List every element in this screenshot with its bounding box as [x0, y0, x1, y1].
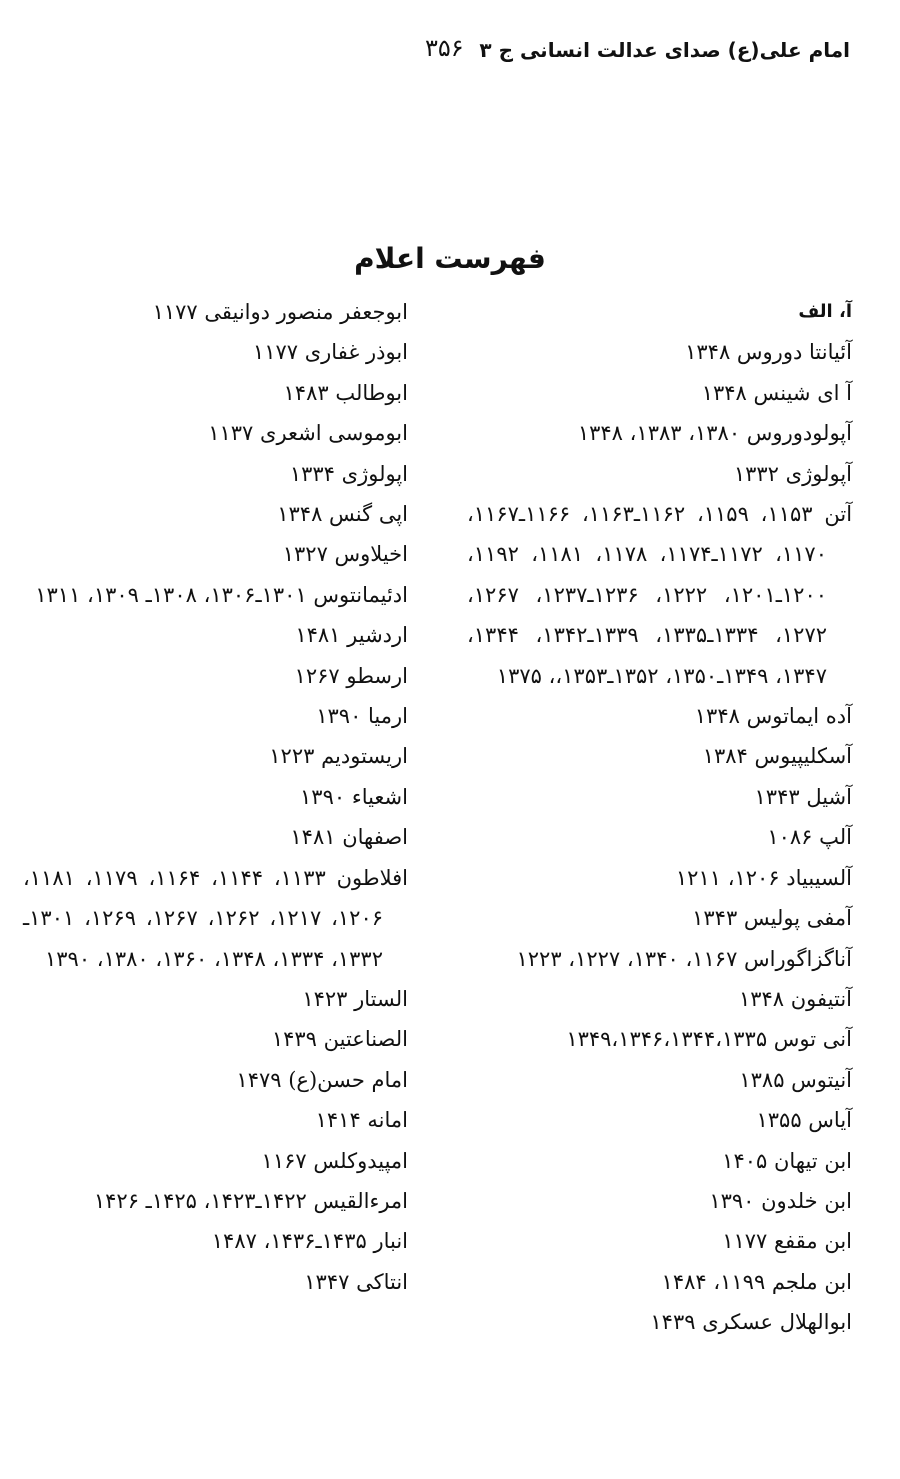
- index-entry: ابن مقفع ۱۱۷۷: [722, 1229, 852, 1254]
- letter-heading: آ، الف: [798, 301, 852, 322]
- index-entry: ادئیمانتوس ۱۳۰۱ـ۱۳۰۶، ۱۳۰۸ـ ۱۳۰۹، ۱۳۱۱: [35, 582, 408, 607]
- running-head-title: امام علی(ع) صدای عدالت انسانی ج ۳: [479, 38, 850, 62]
- index-entry: امام حسن(ع) ۱۴۷۹: [236, 1067, 408, 1092]
- index-entry: اپی گنس ۱۳۴۸: [277, 502, 408, 527]
- index-entry: اریستودیم ۱۲۲۳: [269, 744, 408, 769]
- page-number: ۳۵۶: [425, 34, 464, 62]
- index-entry: ابن ملجم ۱۱۹۹، ۱۴۸۴: [661, 1269, 852, 1294]
- index-entry: اخیلاوس ۱۳۲۷: [282, 542, 408, 567]
- index-entry: انبار ۱۴۳۵ـ۱۴۳۶، ۱۴۸۷: [211, 1229, 408, 1254]
- index-entry: آمفی پولیس ۱۳۴۳: [692, 906, 852, 931]
- index-entry: آنتیفون ۱۳۴۸: [738, 986, 852, 1011]
- index-entry: آشیل ۱۳۴۳: [754, 784, 852, 809]
- index-entry: آلسیبیاد ۱۲۰۶، ۱۲۱۱: [675, 865, 852, 890]
- index-entry: امپیدوکلس ۱۱۶۷: [261, 1148, 408, 1173]
- index-entry: ابوموسی اشعری ۱۱۳۷: [208, 421, 408, 446]
- index-title: فهرست اعلام: [354, 241, 546, 275]
- index-entry: ابن خلدون ۱۳۹۰: [709, 1188, 852, 1213]
- index-entry: ابوجعفر منصور دوانیقی ۱۱۷۷: [152, 300, 408, 324]
- index-entry: اپولوژی ۱۳۳۴: [289, 461, 408, 486]
- index-entry: ابوذر غفاری ۱۱۷۷: [252, 340, 408, 365]
- index-entry: اردشیر ۱۴۸۱: [295, 623, 408, 648]
- index-entry: آ ای شینس ۱۳۴۸: [701, 380, 852, 405]
- index-entry: الصناعتین ۱۴۳۹: [271, 1027, 408, 1052]
- index-entry: الستار ۱۴۲۳: [302, 986, 408, 1011]
- index-entry: امرءالقیس ۱۴۲۲ـ۱۴۲۳، ۱۴۲۵ـ ۱۴۲۶: [93, 1188, 408, 1213]
- index-entry: آپولوژی ۱۳۳۲: [733, 461, 852, 486]
- index-entry: اصفهان ۱۴۸۱: [290, 825, 408, 850]
- index-entry: آپولودوروس ۱۳۸۰، ۱۳۸۳، ۱۳۴۸: [577, 421, 852, 446]
- index-column-right: [467, 292, 852, 1343]
- index-entry: آلپ ۱۰۸۶: [767, 825, 852, 850]
- index-entry: اشعیاء ۱۳۹۰: [300, 784, 408, 809]
- index-entry: امانه ۱۴۱۴: [315, 1108, 408, 1133]
- index-entry: انتاکی ۱۳۴۷: [304, 1269, 408, 1294]
- index-entry: ارسطو ۱۲۶۷: [294, 663, 408, 688]
- index-entry: آنی توس ۱۳۴۹،۱۳۴۶،۱۳۴۴،۱۳۳۵: [566, 1027, 852, 1052]
- index-entry: آنیتوس ۱۳۸۵: [739, 1067, 852, 1092]
- index-column-left: [23, 292, 408, 1302]
- index-entry: آیاس ۱۳۵۵: [756, 1108, 852, 1133]
- index-entry: ابوطالب ۱۴۸۳: [283, 380, 408, 405]
- index-entry: آناگزاگوراس ۱۱۶۷، ۱۳۴۰، ۱۲۲۷، ۱۲۲۳: [516, 946, 852, 971]
- index-entry: آئیانتا دوروس ۱۳۴۸: [685, 340, 852, 365]
- index-entry: ابوالهلال عسکری ۱۴۳۹: [650, 1310, 852, 1335]
- index-entry: افلاطون ۱۱۳۳، ۱۱۴۴، ۱۱۶۴، ۱۱۷۹، ۱۱۸۱، ۱۲۰۶، ۱۲۱۷، ۱۲۶۲، ۱۲۶۷، ۱۲۶۹، ۱۳۰۱ـ ۱۳۳۲، ۱۳۳۴، ۱۳۴۸، ۱۳۶۰، ۱۳۸۰، ۱۳۹۰: [23, 865, 408, 971]
- index-entry: آسکلیپیوس ۱۳۸۴: [702, 744, 852, 769]
- index-entry: ارمیا ۱۳۹۰: [316, 704, 408, 729]
- index-entry: آده ایماتوس ۱۳۴۸: [694, 704, 852, 729]
- index-entry: ابن تیهان ۱۴۰۵: [722, 1148, 852, 1173]
- index-entry: آتن ۱۱۵۳، ۱۱۵۹، ۱۱۶۲ـ۱۱۶۳، ۱۱۶۶ـ۱۱۶۷، ۱۱۷۰، ۱۱۷۲ـ۱۱۷۴، ۱۱۷۸، ۱۱۸۱، ۱۱۹۲، ۱۲۰۰ـ۱۲۰۱، ۱۲۲۲، ۱۲۳۶ـ۱۲۳۷، ۱۲۶۷، ۱۲۷۲، ۱۳۳۴ـ۱۳۳۵، ۱۳۳۹ـ۱۳۴۲، ۱۳۴۴، ۱۳۴۷، ۱۳۴۹ـ۱۳۵۰، ۱۳۵۲ـ۱۳۵۳،، ۱۳۷۵: [467, 502, 853, 688]
